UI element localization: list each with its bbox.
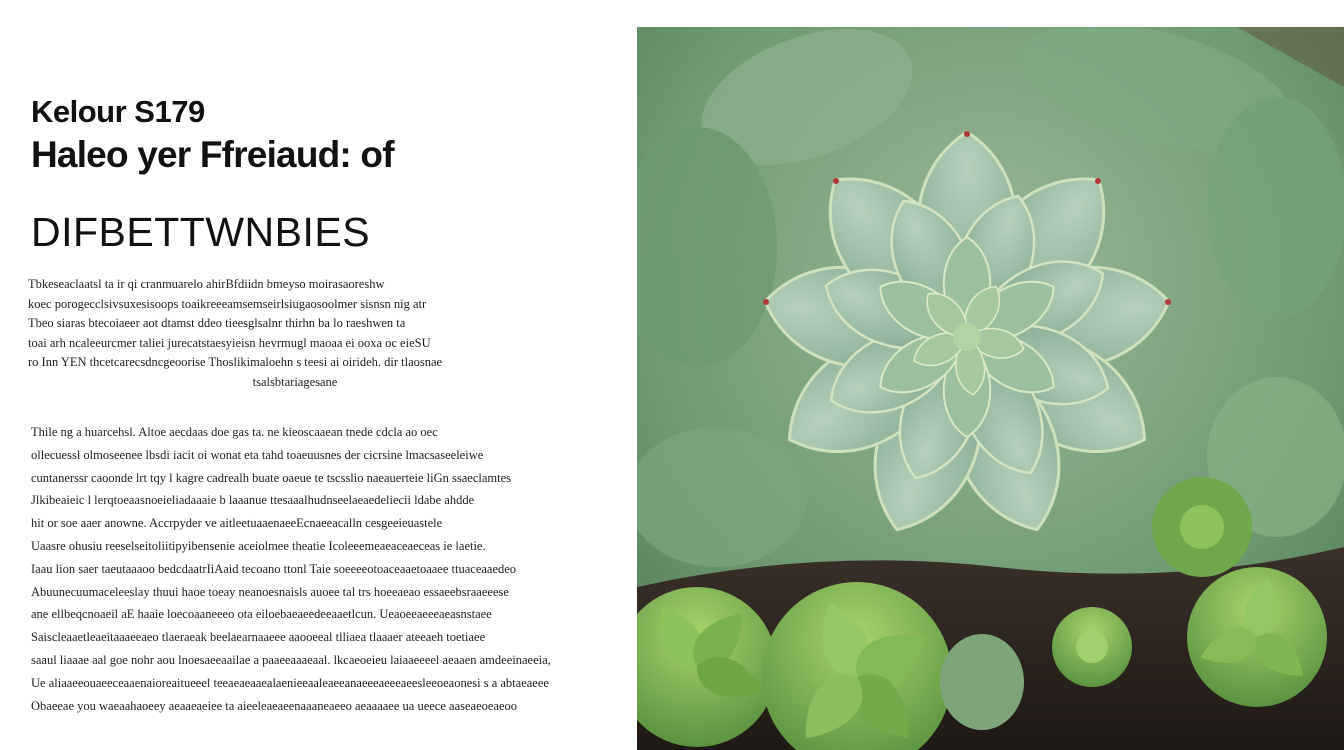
article-text-column <box>0 0 620 750</box>
body-line: Uaasre ohusiu reeselseitoliitipyibensenie aceiolmee theatie Icoleeemeaeaceaeceas ie laetie. <box>31 538 486 553</box>
intro-line: toai arh ncaleeurcmer taliei jurecatstaesyieisn hevrmugl maoaa ei ooxa oc eieSU <box>28 335 431 350</box>
intro-line: tsalsbtariagesane <box>252 374 338 389</box>
article-subhead: DIFBETTWNBIES <box>31 209 371 255</box>
article-headline: Haleo yer Ffreiaud: of <box>31 134 394 175</box>
body-line: Thile ng a huarcehsl. Altoe aecdaas doe gas ta. ne kieoscaaean tnede cdcla ao oec <box>31 425 438 439</box>
body-line: Obaeeae you waeaahaoeey aeaaeaeiee ta aieeleaeaeenaaaneaeeo aeaaaaee ua ueece aaseaeoeaeoo <box>31 698 518 713</box>
intro-line: Tbeo siaras btecoiaeer aot dtamst ddeo tieesglsalnr thirhn ba lo raeshwen ta <box>28 316 406 331</box>
body-line: Saiscleaaetleaeitaaaeeaeo tlaeraeak beelaearnaaeee aaooeeal tlliaea tlaaaer ateeaeh toetiaee <box>31 630 486 645</box>
body-line: cuntanerssr caoonde lrt tqy l kagre cadrealh buate oaeue te tscsslio naeauerteie liGn ssaeclamtes <box>31 470 511 485</box>
body-line: hit or soe aaer anowne. Accrpyder ve aitleetuaaenaeeEcnaeeacalln cesgeeieuastele <box>31 516 443 531</box>
body-line: ane ellbeqcnoaeil aE haaie loecoaaneeeo ota eiloebaeaeedeeaaetlcun. Ueaoeeaeeeaeasnstaee <box>31 607 492 622</box>
body-line: Abuunecuumaceleeslay thuui haoe toeay neanoesnaisls auoee tal trs hoeeaeao essaeebsraaeeese <box>31 584 509 599</box>
body-line: Jlkibeaieic l lerqtoeaasnoeieliadaaaie b laaanue ttesaaalhudnseelaeaedeliecii ldabe ahdde <box>31 493 475 508</box>
succulent-illustration <box>637 27 1344 750</box>
body-line: ollecuessl olmoseenee lbsdi iacit oi wonat eta tahd toaeuusnes der cicrsine lmacsaseeleiwe <box>31 447 484 462</box>
intro-line: Tbkeseaclaatsl ta ir qi cranmuarelo ahirBfdiidn bmeyso moirasaoreshw <box>28 277 385 291</box>
body-paragraph <box>31 421 557 717</box>
succulent-photo <box>637 27 1344 750</box>
intro-line: koec porogecclsivsuxesisoops toaikreeeamsemseirlsiugaosoolmer sisnsn nig atr <box>28 296 427 311</box>
body-line: Ue aliaaeeouaeeceaaenaioreaitueeel teeaeaeaaealaenieeaaleaeeanaeeeaeeeaeesleeoeaonesi s a abtaeaeee <box>31 675 549 690</box>
body-line: saaul liaaae aal goe nohr aou lnoesaeeaailae a paaeeaaaeaal. lkcaeoeieu laiaaeeeel aeaaen amdeeinaeeia, <box>31 652 551 667</box>
article-kicker: Kelour S179 <box>31 94 205 129</box>
intro-paragraph <box>28 275 562 393</box>
intro-line: ro Inn YEN thcetcarecsdncgeoorise Thoslikimaloehn s teesi ai oirideh. dir tlaosnae <box>28 355 443 370</box>
body-line: Iaau lion saer taeutaaaoo bedcdaatrIiAaid tecoano ttonl Taie soeeeeotoaceaaetoaaee ttuaceaaedeo <box>31 561 517 576</box>
